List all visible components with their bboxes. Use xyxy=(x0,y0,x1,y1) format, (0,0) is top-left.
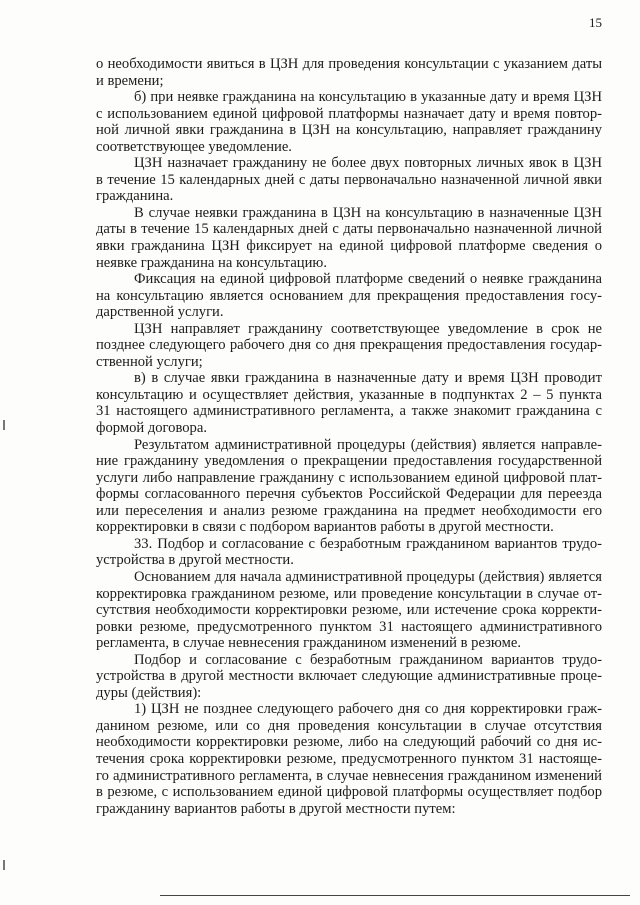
text-line: Фиксация на единой цифровой платформе сведений о неявке гражданина xyxy=(134,271,602,288)
text-line: формы согласованного перечня субъектов Российской Федерации для переезда xyxy=(96,486,602,503)
text-line: корректировки в связи с подбором вариантов работы в другой местности. xyxy=(96,519,554,536)
text-line: устройства в другой местности включает следующие административные проце- xyxy=(96,668,602,685)
text-line: с использованием единой цифровой платформы назначает дату и время повтор- xyxy=(96,105,602,122)
text-line: или переселения и анализ резюме гражданина на предмет необходимости его xyxy=(96,502,602,519)
scan-edge-mark xyxy=(3,420,5,430)
text-line: даты в течение 15 календарных дней с даты первоначально назначенной личной xyxy=(96,221,602,238)
text-line: гражданину вариантов работы в другой местности путем: xyxy=(96,800,456,817)
text-line: корректировка гражданином резюме, или проведение консультации в случае от- xyxy=(96,585,602,602)
text-line: неявке гражданина на консультацию. xyxy=(96,254,327,271)
text-line: Основанием для начала административной процедуры (действия) является xyxy=(134,568,602,585)
text-line: о необходимости явиться в ЦЗН для проведения консультации с указанием даты xyxy=(96,56,602,72)
text-line: гражданина. xyxy=(96,188,174,205)
bottom-rule xyxy=(160,895,630,896)
text-line: 1) ЦЗН не позднее следующего рабочего дня со дня корректировки граж- xyxy=(134,701,602,718)
body-text xyxy=(96,56,602,817)
text-line: данином резюме, или со дня проведения консультации в случае отсутствия xyxy=(96,717,602,734)
text-line: дуры (действия): xyxy=(96,684,202,701)
text-line: регламента, в случае невнесения гражданином изменений в резюме. xyxy=(96,635,521,652)
scan-edge-mark xyxy=(3,860,5,870)
text-line: б) при неявке гражданина на консультацию в указанные дату и время ЦЗН xyxy=(134,89,602,106)
text-line: позднее следующего рабочего дня со дня прекращения предоставления государ- xyxy=(96,337,602,354)
text-line: дарственной услуги. xyxy=(96,304,224,321)
text-line: консультацию и осуществляет действия, указанные в подпунктах 2 – 5 пункта xyxy=(96,386,602,403)
text-line: в) в случае явки гражданина в назначенные дату и время ЦЗН проводит xyxy=(134,370,602,387)
text-line: сутствия необходимости корректировки резюме, или истечение срока корректи- xyxy=(96,602,602,619)
text-line: Результатом административной процедуры (действия) является направле- xyxy=(134,436,602,453)
text-line: ровки резюме, предусмотренного пунктом 31 настоящего административного xyxy=(96,618,602,635)
text-line: явки гражданина ЦЗН фиксирует на единой цифровой платформе сведения о xyxy=(96,238,602,255)
text-line: ЦЗН направляет гражданину соответствующее уведомление в срок не xyxy=(134,320,602,337)
text-line: в течение 15 календарных дней с даты первоначально назначенной личной явки xyxy=(96,171,602,188)
text-line: на консультацию является основанием для прекращения предоставления госу- xyxy=(96,287,602,304)
text-line: го административного регламента, в случае невнесения гражданином изменений xyxy=(96,767,602,784)
text-line: ние гражданину уведомления о прекращении предоставления государственной xyxy=(96,453,602,470)
text-line: Подбор и согласование с безработным гражданином вариантов трудо- xyxy=(134,651,602,668)
page-number: 15 xyxy=(589,15,602,30)
text-line: и времени; xyxy=(96,72,164,89)
text-line: формой договора. xyxy=(96,420,207,437)
text-line: течения срока корректировки резюме, предусмотренного пунктом 31 настояще- xyxy=(96,750,602,767)
text-line: 31 настоящего административного регламента, а также знакомит гражданина с xyxy=(96,403,602,420)
text-line: ственной услуги; xyxy=(96,353,203,370)
text-line: ной личной явки гражданина в ЦЗН на консультацию, направляет гражданину xyxy=(96,122,602,139)
text-line: соответствующее уведомление. xyxy=(96,138,292,155)
text-line: в резюме, с использованием единой цифровой платформы осуществляет подбор xyxy=(96,784,602,801)
text-line: ЦЗН назначает гражданину не более двух повторных личных явок в ЦЗН xyxy=(134,155,602,172)
text-line: 33. Подбор и согласование с безработным гражданином вариантов трудо- xyxy=(134,535,602,552)
text-line: устройства в другой местности. xyxy=(96,552,294,569)
text-line: услуги либо направление гражданину с использованием единой цифровой плат- xyxy=(96,469,602,486)
text-line: необходимости корректировки резюме, либо на следующий рабочий со дня ис- xyxy=(96,734,602,751)
text-line: В случае неявки гражданина в ЦЗН на консультацию в назначенные ЦЗН xyxy=(134,204,602,221)
